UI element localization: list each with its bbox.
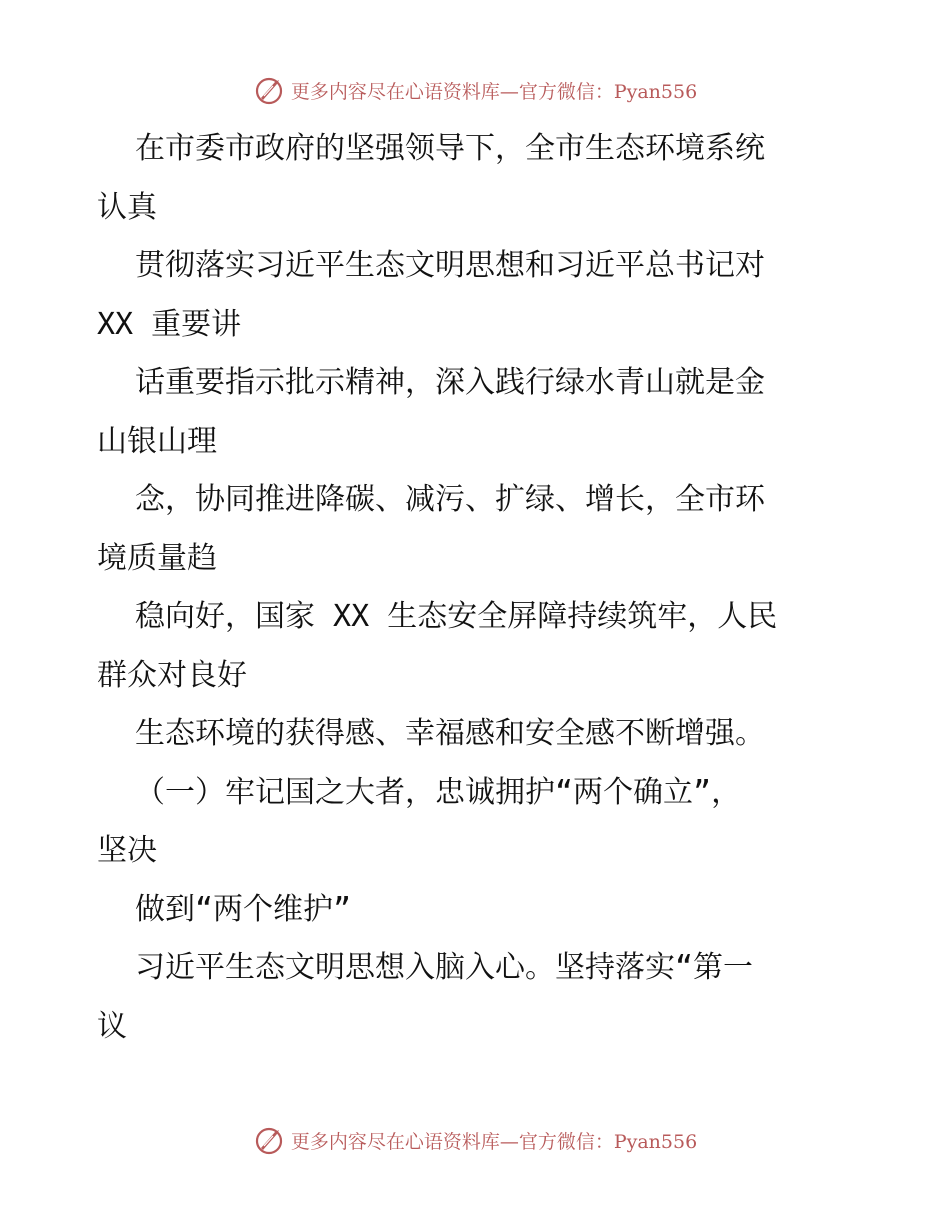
paragraph-line: 话重要指示批示精神，深入践行绿水青山就是金 bbox=[135, 365, 765, 400]
paragraph-line: 认真 bbox=[97, 189, 157, 225]
paragraph-line: 念，协同推进降碳、减污、扩绿、增长，全市环 bbox=[135, 482, 765, 517]
section-heading-line: （一）牢记国之大者，忠诚拥护“两个确立”， bbox=[135, 774, 742, 810]
footer-watermark-text: 更多内容尽在心语资料库—官方微信：Pyan556 bbox=[290, 1130, 698, 1153]
paragraph-line: 稳向好，国家 XX 生态安全屏障持续筑牢，人民 bbox=[135, 599, 778, 634]
footer-watermark bbox=[0, 1120, 950, 1160]
paragraph-line: 习近平生态文明思想入脑入心。坚持落实“第一 bbox=[135, 950, 754, 985]
paragraph-line: 群众对良好 bbox=[97, 657, 247, 693]
document-body bbox=[97, 120, 857, 1056]
paragraph-line: 贯彻落实习近平生态文明思想和习近平总书记对 bbox=[135, 248, 765, 283]
paragraph-line: XX 重要讲 bbox=[97, 306, 242, 342]
quill-pen-logo-icon bbox=[253, 74, 285, 106]
header-watermark bbox=[0, 70, 950, 110]
header-watermark-text: 更多内容尽在心语资料库—官方微信：Pyan556 bbox=[290, 80, 698, 103]
section-heading-line: 做到“两个维护” bbox=[135, 891, 352, 927]
paragraph-line: 境质量趋 bbox=[97, 540, 217, 576]
section-heading-line: 坚决 bbox=[97, 833, 157, 868]
paragraph-line: 议 bbox=[97, 1008, 127, 1044]
paragraph-line: 山银山理 bbox=[97, 423, 217, 459]
paragraph-line: 在市委市政府的坚强领导下，全市生态环境系统 bbox=[135, 131, 765, 166]
quill-pen-logo-icon bbox=[253, 1124, 285, 1156]
paragraph-line: 生态环境的获得感、幸福感和安全感不断增强。 bbox=[135, 716, 765, 751]
